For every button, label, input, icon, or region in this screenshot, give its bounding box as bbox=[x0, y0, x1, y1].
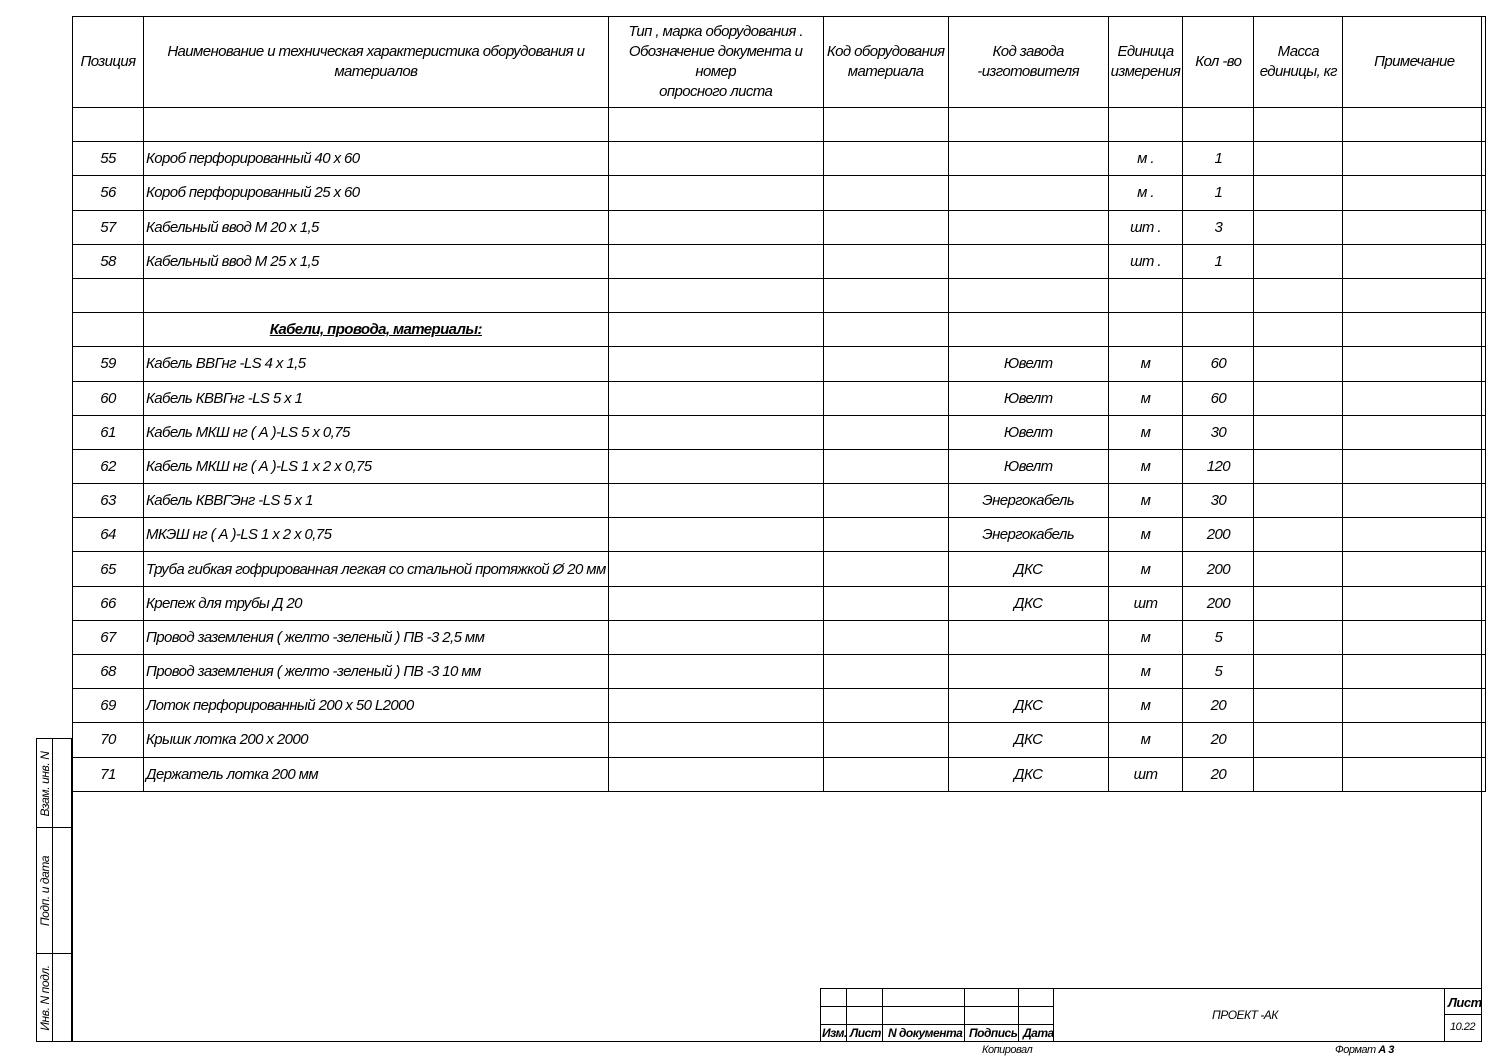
cell-unit: м bbox=[1108, 620, 1183, 654]
header-mass: Масса единицы, кг bbox=[1254, 17, 1343, 108]
tb-list-no: 10.22 bbox=[1450, 1021, 1476, 1033]
cell-qty: 5 bbox=[1183, 620, 1254, 654]
tb-list: Лист bbox=[850, 1026, 881, 1040]
cell-mass bbox=[1254, 484, 1343, 518]
cell-code bbox=[823, 142, 948, 176]
cell-maker bbox=[948, 620, 1108, 654]
cell-mass bbox=[1254, 552, 1343, 586]
cell-code bbox=[823, 552, 948, 586]
cell-position: 71 bbox=[73, 757, 144, 791]
cell-qty bbox=[1183, 108, 1254, 142]
cell-unit: м . bbox=[1108, 142, 1183, 176]
cell-unit: м bbox=[1108, 449, 1183, 483]
table-row bbox=[73, 210, 1486, 244]
cell-type bbox=[608, 313, 823, 347]
cell-name: Крышк лотка 200 х 2000 bbox=[144, 723, 609, 757]
tb-format: Формат А 3 bbox=[1335, 1044, 1394, 1056]
table-row bbox=[73, 381, 1486, 415]
cell-type bbox=[608, 415, 823, 449]
cell-note bbox=[1343, 381, 1486, 415]
cell-qty: 200 bbox=[1183, 518, 1254, 552]
side-label-vzam: Взам. инв. N bbox=[38, 751, 52, 817]
cell-type bbox=[608, 449, 823, 483]
cell-position: 56 bbox=[73, 176, 144, 210]
cell-position: 67 bbox=[73, 620, 144, 654]
cell-mass bbox=[1254, 449, 1343, 483]
table-row bbox=[73, 689, 1486, 723]
cell-note bbox=[1343, 620, 1486, 654]
header-maker: Код завода -изготовителя bbox=[948, 17, 1108, 108]
table-row bbox=[73, 518, 1486, 552]
cell-qty: 3 bbox=[1183, 210, 1254, 244]
cell-maker: Энергокабель bbox=[948, 484, 1108, 518]
cell-code bbox=[823, 655, 948, 689]
cell-name bbox=[144, 278, 609, 312]
cell-mass bbox=[1254, 313, 1343, 347]
cell-note bbox=[1343, 757, 1486, 791]
cell-unit bbox=[1108, 108, 1183, 142]
cell-code bbox=[823, 689, 948, 723]
cell-position: 55 bbox=[73, 142, 144, 176]
header-position: Позиция bbox=[73, 17, 144, 108]
cell-maker: Ювелт bbox=[948, 415, 1108, 449]
cell-name: Труба гибкая гофрированная легкая со стальной протяжкой Ø 20 мм bbox=[144, 552, 609, 586]
cell-maker bbox=[948, 655, 1108, 689]
cell-mass bbox=[1254, 347, 1343, 381]
cell-qty: 30 bbox=[1183, 484, 1254, 518]
cell-code bbox=[823, 620, 948, 654]
cell-position bbox=[73, 278, 144, 312]
cell-name: Держатель лотка 200 мм bbox=[144, 757, 609, 791]
cell-qty: 200 bbox=[1183, 552, 1254, 586]
section-title: Кабели, провода, материалы: bbox=[269, 321, 482, 339]
table-row bbox=[73, 449, 1486, 483]
cell-mass bbox=[1254, 176, 1343, 210]
cell-unit: м bbox=[1108, 518, 1183, 552]
cell-code bbox=[823, 244, 948, 278]
cell-maker bbox=[948, 108, 1108, 142]
header-note: Примечание bbox=[1343, 17, 1486, 108]
cell-type bbox=[608, 757, 823, 791]
side-label-podp: Подп. и дата bbox=[38, 855, 52, 927]
cell-position: 65 bbox=[73, 552, 144, 586]
tb-kopiroval: Копировал bbox=[982, 1044, 1033, 1056]
cell-maker bbox=[948, 142, 1108, 176]
cell-qty: 1 bbox=[1183, 142, 1254, 176]
cell-note bbox=[1343, 655, 1486, 689]
cell-note bbox=[1343, 278, 1486, 312]
cell-note bbox=[1343, 142, 1486, 176]
cell-mass bbox=[1254, 586, 1343, 620]
cell-note bbox=[1343, 210, 1486, 244]
cell-unit: м bbox=[1108, 484, 1183, 518]
cell-mass bbox=[1254, 518, 1343, 552]
cell-maker: ДКС bbox=[948, 552, 1108, 586]
cell-mass bbox=[1254, 381, 1343, 415]
cell-mass bbox=[1254, 620, 1343, 654]
cell-qty: 5 bbox=[1183, 655, 1254, 689]
cell-qty: 200 bbox=[1183, 586, 1254, 620]
cell-mass bbox=[1254, 689, 1343, 723]
cell-position: 62 bbox=[73, 449, 144, 483]
cell-position: 69 bbox=[73, 689, 144, 723]
cell-note bbox=[1343, 449, 1486, 483]
cell-qty: 30 bbox=[1183, 415, 1254, 449]
cell-code bbox=[823, 449, 948, 483]
cell-name bbox=[144, 108, 609, 142]
cell-code bbox=[823, 108, 948, 142]
cell-type bbox=[608, 347, 823, 381]
cell-type bbox=[608, 210, 823, 244]
section-row bbox=[73, 313, 1486, 347]
table-row bbox=[73, 108, 1486, 142]
cell-code bbox=[823, 484, 948, 518]
cell-name: Кабель ВВГнг -LS 4 х 1,5 bbox=[144, 347, 609, 381]
cell-qty: 20 bbox=[1183, 757, 1254, 791]
table-row bbox=[73, 757, 1486, 791]
side-box-podp bbox=[36, 828, 72, 954]
cell-position bbox=[73, 313, 144, 347]
cell-unit: м . bbox=[1108, 176, 1183, 210]
cell-unit: шт . bbox=[1108, 210, 1183, 244]
cell-position: 70 bbox=[73, 723, 144, 757]
cell-code bbox=[823, 757, 948, 791]
cell-code bbox=[823, 518, 948, 552]
header-qty: Кол -во bbox=[1183, 17, 1254, 108]
cell-name: Кабель МКШ нг ( А )-LS 1 х 2 х 0,75 bbox=[144, 449, 609, 483]
table-row bbox=[73, 142, 1486, 176]
cell-maker: Энергокабель bbox=[948, 518, 1108, 552]
cell-unit bbox=[1108, 278, 1183, 312]
cell-mass bbox=[1254, 142, 1343, 176]
cell-qty bbox=[1183, 313, 1254, 347]
cell-unit: м bbox=[1108, 655, 1183, 689]
cell-note bbox=[1343, 552, 1486, 586]
header-name: Наименование и техническая характеристика оборудования и материалов bbox=[144, 17, 609, 108]
cell-position: 68 bbox=[73, 655, 144, 689]
cell-note bbox=[1343, 244, 1486, 278]
cell-note bbox=[1343, 313, 1486, 347]
side-box-inv bbox=[36, 954, 72, 1042]
cell-maker: ДКС bbox=[948, 689, 1108, 723]
cell-code bbox=[823, 586, 948, 620]
table-row bbox=[73, 586, 1486, 620]
cell-type bbox=[608, 655, 823, 689]
cell-name: Кабельный ввод М 25 х 1,5 bbox=[144, 244, 609, 278]
cell-type bbox=[608, 620, 823, 654]
cell-name: Короб перфорированный 25 х 60 bbox=[144, 176, 609, 210]
table-row bbox=[73, 176, 1486, 210]
cell-code bbox=[823, 210, 948, 244]
cell-name: Провод заземления ( желто -зеленый ) ПВ -3 2,5 мм bbox=[144, 620, 609, 654]
cell-type bbox=[608, 108, 823, 142]
cell-position: 57 bbox=[73, 210, 144, 244]
cell-mass bbox=[1254, 415, 1343, 449]
cell-note bbox=[1343, 586, 1486, 620]
cell-code bbox=[823, 347, 948, 381]
cell-unit: м bbox=[1108, 381, 1183, 415]
cell-type bbox=[608, 244, 823, 278]
cell-mass bbox=[1254, 655, 1343, 689]
cell-note bbox=[1343, 689, 1486, 723]
cell-type bbox=[608, 552, 823, 586]
cell-maker bbox=[948, 176, 1108, 210]
table-row bbox=[73, 415, 1486, 449]
cell-qty: 1 bbox=[1183, 176, 1254, 210]
cell-code bbox=[823, 723, 948, 757]
cell-maker: Ювелт bbox=[948, 449, 1108, 483]
tb-ndoc: N документа bbox=[888, 1026, 963, 1040]
cell-position bbox=[73, 108, 144, 142]
cell-position: 58 bbox=[73, 244, 144, 278]
cell-unit: шт bbox=[1108, 586, 1183, 620]
table-row bbox=[73, 655, 1486, 689]
tb-data: Дата bbox=[1023, 1026, 1054, 1040]
tb-izm: Изм. bbox=[822, 1026, 847, 1040]
table-row bbox=[73, 620, 1486, 654]
table-row bbox=[73, 278, 1486, 312]
cell-maker: Ювелт bbox=[948, 381, 1108, 415]
cell-name: Провод заземления ( желто -зеленый ) ПВ -3 10 мм bbox=[144, 655, 609, 689]
cell-type bbox=[608, 142, 823, 176]
header-unit: Единица измерения bbox=[1108, 17, 1183, 108]
cell-unit: м bbox=[1108, 552, 1183, 586]
table-row bbox=[73, 347, 1486, 381]
cell-qty: 1 bbox=[1183, 244, 1254, 278]
cell-code bbox=[823, 176, 948, 210]
cell-qty: 20 bbox=[1183, 723, 1254, 757]
table-row bbox=[73, 552, 1486, 586]
cell-code bbox=[823, 313, 948, 347]
side-label-inv: Инв. N подл. bbox=[38, 965, 52, 1031]
cell-code bbox=[823, 381, 948, 415]
cell-name: Лоток перфорированный 200 х 50 L2000 bbox=[144, 689, 609, 723]
cell-mass bbox=[1254, 723, 1343, 757]
cell-position: 59 bbox=[73, 347, 144, 381]
cell-maker bbox=[948, 278, 1108, 312]
cell-unit bbox=[1108, 313, 1183, 347]
cell-note bbox=[1343, 518, 1486, 552]
cell-name bbox=[144, 313, 609, 347]
cell-position: 60 bbox=[73, 381, 144, 415]
cell-name: МКЭШ нг ( А )-LS 1 х 2 х 0,75 bbox=[144, 518, 609, 552]
side-box-vzam bbox=[36, 738, 72, 828]
cell-type bbox=[608, 689, 823, 723]
tb-project: ПРОЕКТ -АК bbox=[1212, 1008, 1278, 1022]
cell-unit: шт . bbox=[1108, 244, 1183, 278]
tb-list-label: Лист bbox=[1448, 995, 1482, 1010]
cell-name: Кабель КВВГнг -LS 5 х 1 bbox=[144, 381, 609, 415]
cell-type bbox=[608, 484, 823, 518]
cell-name: Короб перфорированный 40 х 60 bbox=[144, 142, 609, 176]
cell-maker: Ювелт bbox=[948, 347, 1108, 381]
cell-maker: ДКС bbox=[948, 757, 1108, 791]
cell-mass bbox=[1254, 244, 1343, 278]
cell-unit: м bbox=[1108, 415, 1183, 449]
cell-position: 63 bbox=[73, 484, 144, 518]
cell-note bbox=[1343, 484, 1486, 518]
cell-unit: шт bbox=[1108, 757, 1183, 791]
table-header-row bbox=[73, 17, 1486, 108]
cell-code bbox=[823, 278, 948, 312]
cell-unit: м bbox=[1108, 723, 1183, 757]
cell-maker: ДКС bbox=[948, 723, 1108, 757]
cell-note bbox=[1343, 176, 1486, 210]
cell-type bbox=[608, 586, 823, 620]
cell-note bbox=[1343, 415, 1486, 449]
cell-type bbox=[608, 723, 823, 757]
cell-unit: м bbox=[1108, 689, 1183, 723]
cell-position: 61 bbox=[73, 415, 144, 449]
cell-maker bbox=[948, 210, 1108, 244]
cell-maker bbox=[948, 244, 1108, 278]
cell-qty bbox=[1183, 278, 1254, 312]
cell-name: Крепеж для трубы Д 20 bbox=[144, 586, 609, 620]
cell-type bbox=[608, 381, 823, 415]
table-row bbox=[73, 244, 1486, 278]
cell-maker bbox=[948, 313, 1108, 347]
cell-unit: м bbox=[1108, 347, 1183, 381]
tb-podpis: Подпись bbox=[969, 1026, 1018, 1040]
cell-qty: 60 bbox=[1183, 381, 1254, 415]
cell-maker: ДКС bbox=[948, 586, 1108, 620]
cell-name: Кабельный ввод М 20 х 1,5 bbox=[144, 210, 609, 244]
cell-note bbox=[1343, 108, 1486, 142]
cell-type bbox=[608, 278, 823, 312]
cell-name: Кабель МКШ нг ( А )-LS 5 х 0,75 bbox=[144, 415, 609, 449]
table-row bbox=[73, 723, 1486, 757]
cell-mass bbox=[1254, 278, 1343, 312]
cell-mass bbox=[1254, 108, 1343, 142]
cell-qty: 20 bbox=[1183, 689, 1254, 723]
cell-position: 66 bbox=[73, 586, 144, 620]
cell-mass bbox=[1254, 757, 1343, 791]
cell-note bbox=[1343, 723, 1486, 757]
cell-position: 64 bbox=[73, 518, 144, 552]
cell-code bbox=[823, 415, 948, 449]
table-row bbox=[73, 484, 1486, 518]
header-code: Код оборудования материала bbox=[823, 17, 948, 108]
header-type: Тип , марка оборудования . Обозначение документа и номер опросного листа bbox=[608, 17, 823, 108]
cell-type bbox=[608, 518, 823, 552]
cell-type bbox=[608, 176, 823, 210]
cell-qty: 60 bbox=[1183, 347, 1254, 381]
cell-name: Кабель КВВГЭнг -LS 5 х 1 bbox=[144, 484, 609, 518]
specification-table bbox=[72, 16, 1486, 792]
cell-mass bbox=[1254, 210, 1343, 244]
cell-note bbox=[1343, 347, 1486, 381]
cell-qty: 120 bbox=[1183, 449, 1254, 483]
